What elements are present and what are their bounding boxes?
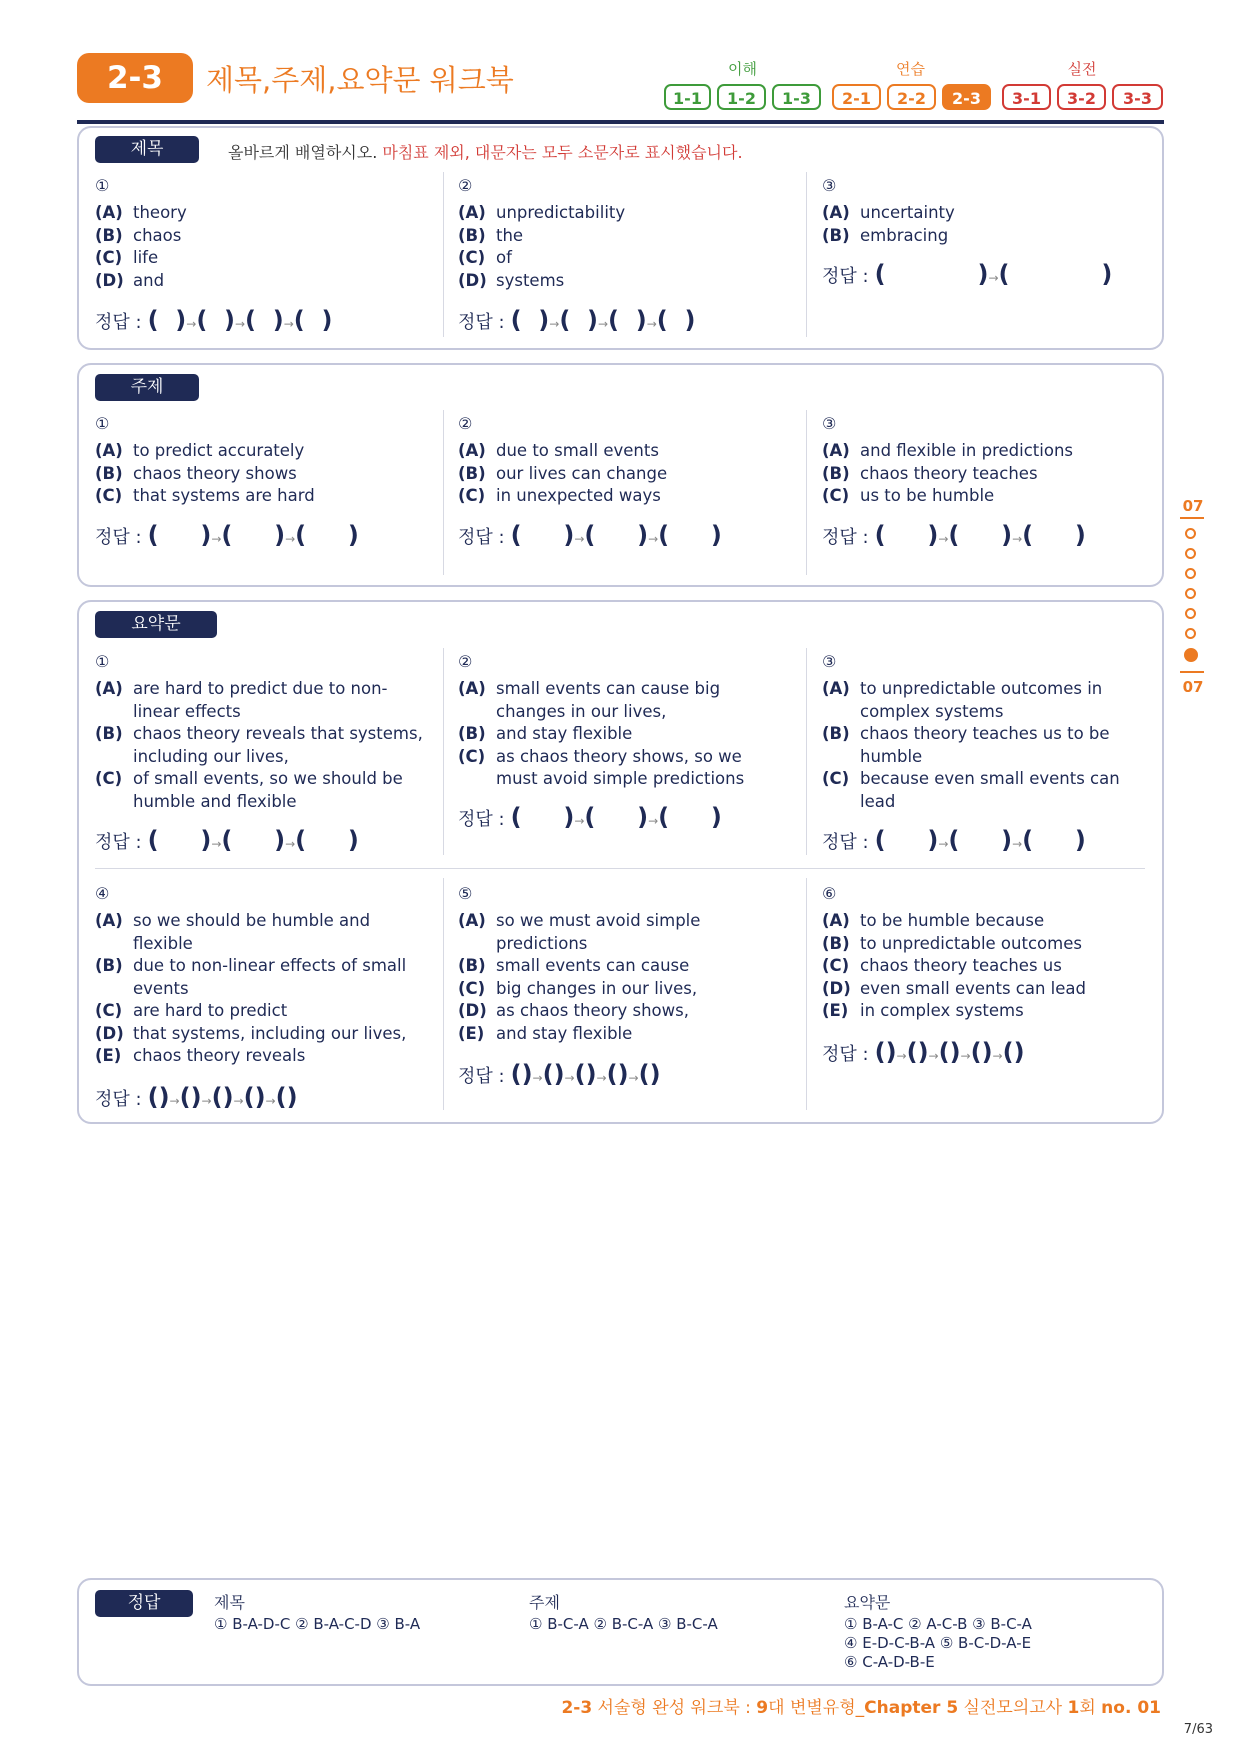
list-item: (B) our lives can change bbox=[458, 463, 668, 483]
list-item: (E) and stay flexible bbox=[458, 1023, 633, 1043]
section-badge: 2-3 bbox=[77, 53, 193, 103]
page-dot[interactable] bbox=[1185, 548, 1196, 559]
answer-line[interactable]: 정답 : ( )→( )→( ) bbox=[95, 826, 359, 854]
divider bbox=[443, 878, 444, 1110]
answer-key-label: 정답 bbox=[95, 1590, 193, 1617]
side-page-bottom: 07 bbox=[1182, 678, 1204, 696]
summary-section-label: 요약문 bbox=[95, 611, 217, 638]
nav-button-2-2[interactable]: 2-2 bbox=[887, 84, 936, 110]
side-page-top: 07 bbox=[1182, 497, 1204, 515]
question-number: ⑤ bbox=[458, 884, 473, 903]
list-item: (E) in complex systems bbox=[822, 1001, 1024, 1020]
page-dot[interactable] bbox=[1185, 588, 1196, 599]
answer-line[interactable]: 정답 : ( )→( )→( ) bbox=[822, 521, 1086, 549]
list-item: (B) chaos theory reveals that systems, including our lives, bbox=[95, 724, 423, 766]
answer-key-summary-line: ⑥ C-A-D-B-E bbox=[844, 1653, 935, 1671]
page-title: 제목,주제,요약문 워크북 bbox=[206, 63, 514, 97]
answer-key-title-head: 제목 bbox=[214, 1593, 245, 1612]
answer-line[interactable]: 정답 : ( )→( )→( )→( ) bbox=[95, 306, 333, 334]
nav-button-1-1[interactable]: 1-1 bbox=[664, 84, 711, 110]
list-item: (C) big changes in our lives, bbox=[458, 978, 698, 998]
nav-button-1-2[interactable]: 1-2 bbox=[717, 84, 766, 110]
list-item: (B) chaos theory teaches bbox=[822, 463, 1038, 483]
answer-line[interactable]: 정답 : ()→()→()→()→() bbox=[458, 1060, 661, 1088]
list-item: (A) to unpredictable outcomes in complex systems bbox=[822, 679, 1103, 721]
list-item: (A) due to small events bbox=[458, 441, 659, 460]
question-number: ⑥ bbox=[822, 884, 837, 903]
list-item: (B) due to non-linear effects of small events bbox=[95, 956, 407, 998]
nav-button-3-2[interactable]: 3-2 bbox=[1057, 84, 1106, 110]
summary-question-1 bbox=[95, 652, 425, 813]
question-number: ① bbox=[95, 652, 110, 671]
list-item: (C) in unexpected ways bbox=[458, 486, 661, 505]
divider bbox=[443, 648, 444, 855]
summary-question-4 bbox=[95, 884, 425, 1068]
answer-line[interactable]: 정답 : ( )→( )→( ) bbox=[458, 521, 722, 549]
list-item: (D) that systems, including our lives, bbox=[95, 1023, 407, 1043]
footer-title: 2-3 서술형 완성 워크북 : 9대 변별유형_Chapter 5 실전모의고사 1회 no. 01 bbox=[561, 1698, 1161, 1718]
list-item: (C) chaos theory teaches us bbox=[822, 956, 1062, 975]
list-item: (C) that systems are hard bbox=[95, 486, 315, 505]
summary-question-3 bbox=[822, 652, 1152, 813]
divider bbox=[806, 172, 807, 337]
list-item: (D) even small events can lead bbox=[822, 978, 1087, 998]
nav-button-2-3[interactable]: 2-3 bbox=[942, 84, 991, 110]
title-question-1 bbox=[95, 176, 425, 292]
nav-button-3-1[interactable]: 3-1 bbox=[1002, 84, 1051, 110]
group-label-understand: 이해 bbox=[728, 60, 757, 78]
list-item: (C) of bbox=[458, 248, 512, 267]
answer-key-topic-line: ① B-C-A ② B-C-A ③ B-C-A bbox=[529, 1615, 718, 1633]
answer-key-summary-line: ④ E-D-C-B-A ⑤ B-C-D-A-E bbox=[844, 1634, 1032, 1652]
question-number: ① bbox=[95, 414, 110, 433]
question-number: ② bbox=[458, 176, 473, 195]
answer-line[interactable]: 정답 : ( )→( )→( ) bbox=[458, 803, 722, 831]
divider bbox=[443, 172, 444, 337]
list-item: (D) systems bbox=[458, 270, 565, 290]
divider bbox=[443, 410, 444, 575]
question-number: ③ bbox=[822, 176, 837, 195]
list-item: (A) and flexible in predictions bbox=[822, 441, 1074, 460]
list-item: (B) embracing bbox=[822, 225, 949, 245]
list-item: (A) unpredictability bbox=[458, 203, 626, 222]
list-item: (B) and stay flexible bbox=[458, 724, 633, 743]
instruction bbox=[228, 140, 743, 163]
list-item: (A) uncertainty bbox=[822, 203, 955, 222]
answer-line[interactable]: 정답 : ( )→( )→( ) bbox=[95, 521, 359, 549]
row-divider bbox=[95, 868, 1145, 869]
group-label-real: 실전 bbox=[1067, 60, 1097, 78]
summary-question-6 bbox=[822, 884, 1152, 1023]
answer-key-summary-line: ① B-A-C ② A-C-B ③ B-C-A bbox=[844, 1615, 1032, 1633]
topic-question-2 bbox=[458, 414, 798, 508]
instruction-text: 올바르게 배열하시오. bbox=[228, 143, 378, 162]
nav-button-3-3[interactable]: 3-3 bbox=[1112, 84, 1163, 110]
topic-section-label: 주제 bbox=[95, 374, 199, 401]
list-item: (A) small events can cause big changes in our lives, bbox=[458, 679, 721, 721]
answer-key-title-line: ① B-A-D-C ② B-A-C-D ③ B-A bbox=[214, 1615, 421, 1633]
answer-line[interactable]: 정답 : ()→()→()→()→() bbox=[95, 1083, 298, 1111]
list-item: (A) so we should be humble and flexible bbox=[95, 911, 371, 953]
side-rule bbox=[1180, 517, 1204, 519]
list-item: (C) are hard to predict bbox=[95, 1001, 288, 1020]
instruction-note: 마침표 제외, 대문자는 모두 소문자로 표시했습니다. bbox=[382, 143, 743, 162]
list-item: (C) life bbox=[95, 248, 159, 267]
question-number: ② bbox=[458, 652, 473, 671]
nav-button-2-1[interactable]: 2-1 bbox=[832, 84, 881, 110]
question-number: ② bbox=[458, 414, 473, 433]
list-item: (A) to predict accurately bbox=[95, 441, 305, 460]
title-section-label: 제목 bbox=[95, 136, 199, 163]
title-question-3 bbox=[822, 176, 1152, 247]
divider bbox=[806, 878, 807, 1110]
list-item: (C) of small events, so we should be humble and flexible bbox=[95, 769, 403, 811]
question-number: ① bbox=[95, 176, 110, 195]
topic-question-3 bbox=[822, 414, 1162, 508]
title-question-2 bbox=[458, 176, 788, 292]
question-number: ③ bbox=[822, 414, 837, 433]
answer-line[interactable]: 정답 : ()→()→()→()→() bbox=[822, 1038, 1025, 1066]
side-rule bbox=[1180, 671, 1204, 673]
page-number: 7/63 bbox=[1183, 1722, 1213, 1737]
header-rule bbox=[77, 120, 1164, 124]
divider bbox=[806, 410, 807, 575]
answer-key-topic-head: 주제 bbox=[529, 1593, 560, 1612]
list-item: (C) as chaos theory shows, so we must avoid simple predictions bbox=[458, 746, 745, 788]
page-dot[interactable] bbox=[1185, 628, 1196, 639]
list-item: (A) theory bbox=[95, 203, 187, 222]
answer-line[interactable]: 정답 : ( )→( )→( )→( ) bbox=[458, 306, 696, 334]
list-item: (B) chaos bbox=[95, 225, 182, 245]
list-item: (A) so we must avoid simple predictions bbox=[458, 911, 701, 953]
list-item: (C) us to be humble bbox=[822, 486, 995, 505]
list-item: (B) chaos theory teaches us to be humble bbox=[822, 724, 1110, 766]
answer-line[interactable]: 정답 : ( )→( )→( ) bbox=[822, 826, 1086, 854]
list-item: (E) chaos theory reveals bbox=[95, 1046, 306, 1065]
list-item: (A) to be humble because bbox=[822, 911, 1045, 930]
summary-question-5 bbox=[458, 884, 788, 1045]
question-number: ④ bbox=[95, 884, 110, 903]
list-item: (B) small events can cause bbox=[458, 956, 690, 975]
list-item: (D) and bbox=[95, 270, 165, 290]
answer-key-summary-head: 요약문 bbox=[844, 1593, 891, 1612]
page-dot[interactable] bbox=[1185, 608, 1196, 619]
page-dot-active[interactable] bbox=[1184, 648, 1198, 662]
list-item: (B) chaos theory shows bbox=[95, 463, 297, 483]
list-item: (D) as chaos theory shows, bbox=[458, 1001, 689, 1020]
page-dot[interactable] bbox=[1185, 528, 1196, 539]
nav-button-1-3[interactable]: 1-3 bbox=[772, 84, 821, 110]
answer-line[interactable]: 정답 : ( )→( ) bbox=[822, 260, 1113, 288]
question-number: ③ bbox=[822, 652, 837, 671]
divider bbox=[806, 648, 807, 855]
list-item: (A) are hard to predict due to non-linear effects bbox=[95, 679, 388, 721]
list-item: (B) to unpredictable outcomes bbox=[822, 933, 1082, 953]
list-item: (B) the bbox=[458, 225, 524, 245]
topic-question-1 bbox=[95, 414, 435, 508]
list-item: (C) because even small events can lead bbox=[822, 769, 1120, 811]
page-dot[interactable] bbox=[1185, 568, 1196, 579]
group-label-practice: 연습 bbox=[896, 60, 925, 78]
summary-question-2 bbox=[458, 652, 788, 791]
